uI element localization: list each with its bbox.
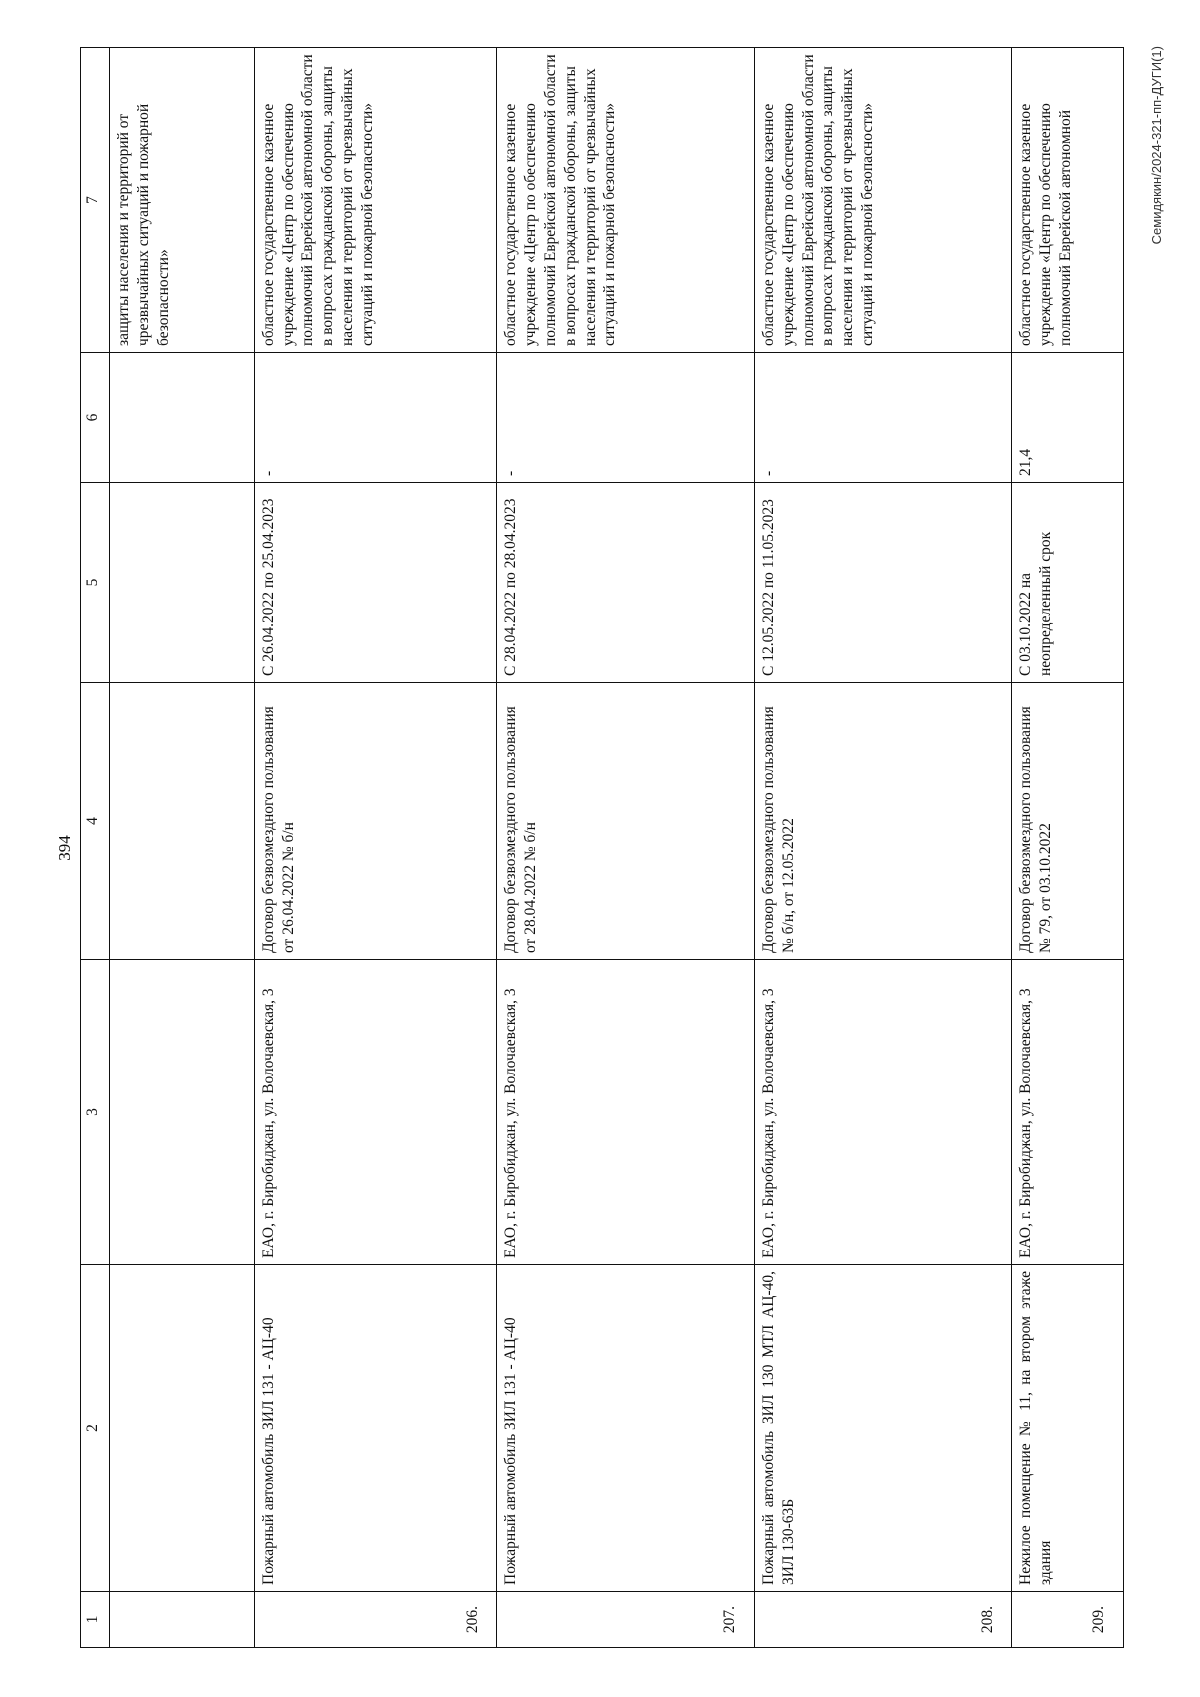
- object-area: -: [497, 353, 755, 483]
- header-col-5: 5: [81, 483, 110, 683]
- contract-term: С 12.05.2022 по 11.05.2023: [754, 483, 1012, 683]
- object-name: Пожарный автомобиль ЗИЛ 131 - АЦ-40: [254, 1265, 497, 1592]
- object-name: Пожарный автомобиль ЗИЛ 130 МТЛ АЦ-40, ЗИЛ 130-63Б: [754, 1265, 1012, 1592]
- document-footer: Семидякин/2024-321-пп-ДУГИ(1): [1149, 46, 1164, 245]
- object-address: ЕАО, г. Биробиджан, ул. Волочаевская, 3: [254, 960, 497, 1265]
- carry-over-holder: защиты населения и территорий от чрезвычайных ситуаций и пожарной безопасности»: [109, 48, 254, 353]
- page-number: 394: [55, 835, 74, 861]
- header-col-3: 3: [81, 960, 110, 1265]
- rights-holder: областное государственное казенное учреждение «Центр по обеспечению полномочий Еврейской автономной области в вопросах гражданской обороны, защиты населения и территорий от чрезвычайных ситуаций и пожарной безопасности»: [254, 48, 497, 353]
- contract-document: Договор безвозмездного пользования № 79, от 03.10.2022: [1012, 683, 1124, 960]
- object-address: ЕАО, г. Биробиджан, ул. Волочаевская, 3: [754, 960, 1012, 1265]
- object-name: Нежилое помещение № 11, на втором этаже здания: [1012, 1265, 1124, 1592]
- object-address: ЕАО, г. Биробиджан, ул. Волочаевская, 3: [1012, 960, 1124, 1265]
- rights-holder: областное государственное казенное учреждение «Центр по обеспечению полномочий Еврейской автономной: [1012, 48, 1124, 353]
- row-number: 206.: [254, 1592, 497, 1648]
- rotated-page: [50, 18, 1164, 1678]
- table-row: [754, 48, 1012, 1648]
- header-col-1: 1: [81, 1592, 110, 1648]
- rights-holder: областное государственное казенное учреждение «Центр по обеспечению полномочий Еврейской автономной области в вопросах гражданской обороны, защиты населения и территорий от чрезвычайных ситуаций и пожарной безопасности»: [497, 48, 755, 353]
- object-name: Пожарный автомобиль ЗИЛ 131 - АЦ-40: [497, 1265, 755, 1592]
- registry-table: [80, 47, 1124, 1648]
- contract-term: С 26.04.2022 по 25.04.2023: [254, 483, 497, 683]
- row-number: 209.: [1012, 1592, 1124, 1648]
- object-area: -: [254, 353, 497, 483]
- contract-term: С 03.10.2022 на неопределенный срок: [1012, 483, 1124, 683]
- object-area: -: [754, 353, 1012, 483]
- carry-over-row: [109, 48, 254, 1648]
- contract-document: Договор безвозмездного пользования от 28.04.2022 № б/н: [497, 683, 755, 960]
- header-col-4: 4: [81, 683, 110, 960]
- object-area: 21,4: [1012, 353, 1124, 483]
- header-col-2: 2: [81, 1265, 110, 1592]
- header-row: [81, 48, 110, 1648]
- contract-document: Договор безвозмездного пользования от 26.04.2022 № б/н: [254, 683, 497, 960]
- object-address: ЕАО, г. Биробиджан, ул. Волочаевская, 3: [497, 960, 755, 1265]
- table-row: [1012, 48, 1124, 1648]
- header-col-7: 7: [81, 48, 110, 353]
- rights-holder: областное государственное казенное учреждение «Центр по обеспечению полномочий Еврейской автономной области в вопросах гражданской обороны, защиты населения и территорий от чрезвычайных ситуаций и пожарной безопасности»: [754, 48, 1012, 353]
- contract-term: С 28.04.2022 по 28.04.2023: [497, 483, 755, 683]
- row-number: 208.: [754, 1592, 1012, 1648]
- contract-document: Договор безвозмездного пользования № б/н, от 12.05.2022: [754, 683, 1012, 960]
- row-number: 207.: [497, 1592, 755, 1648]
- table-row: [254, 48, 497, 1648]
- header-col-6: 6: [81, 353, 110, 483]
- table-row: [497, 48, 755, 1648]
